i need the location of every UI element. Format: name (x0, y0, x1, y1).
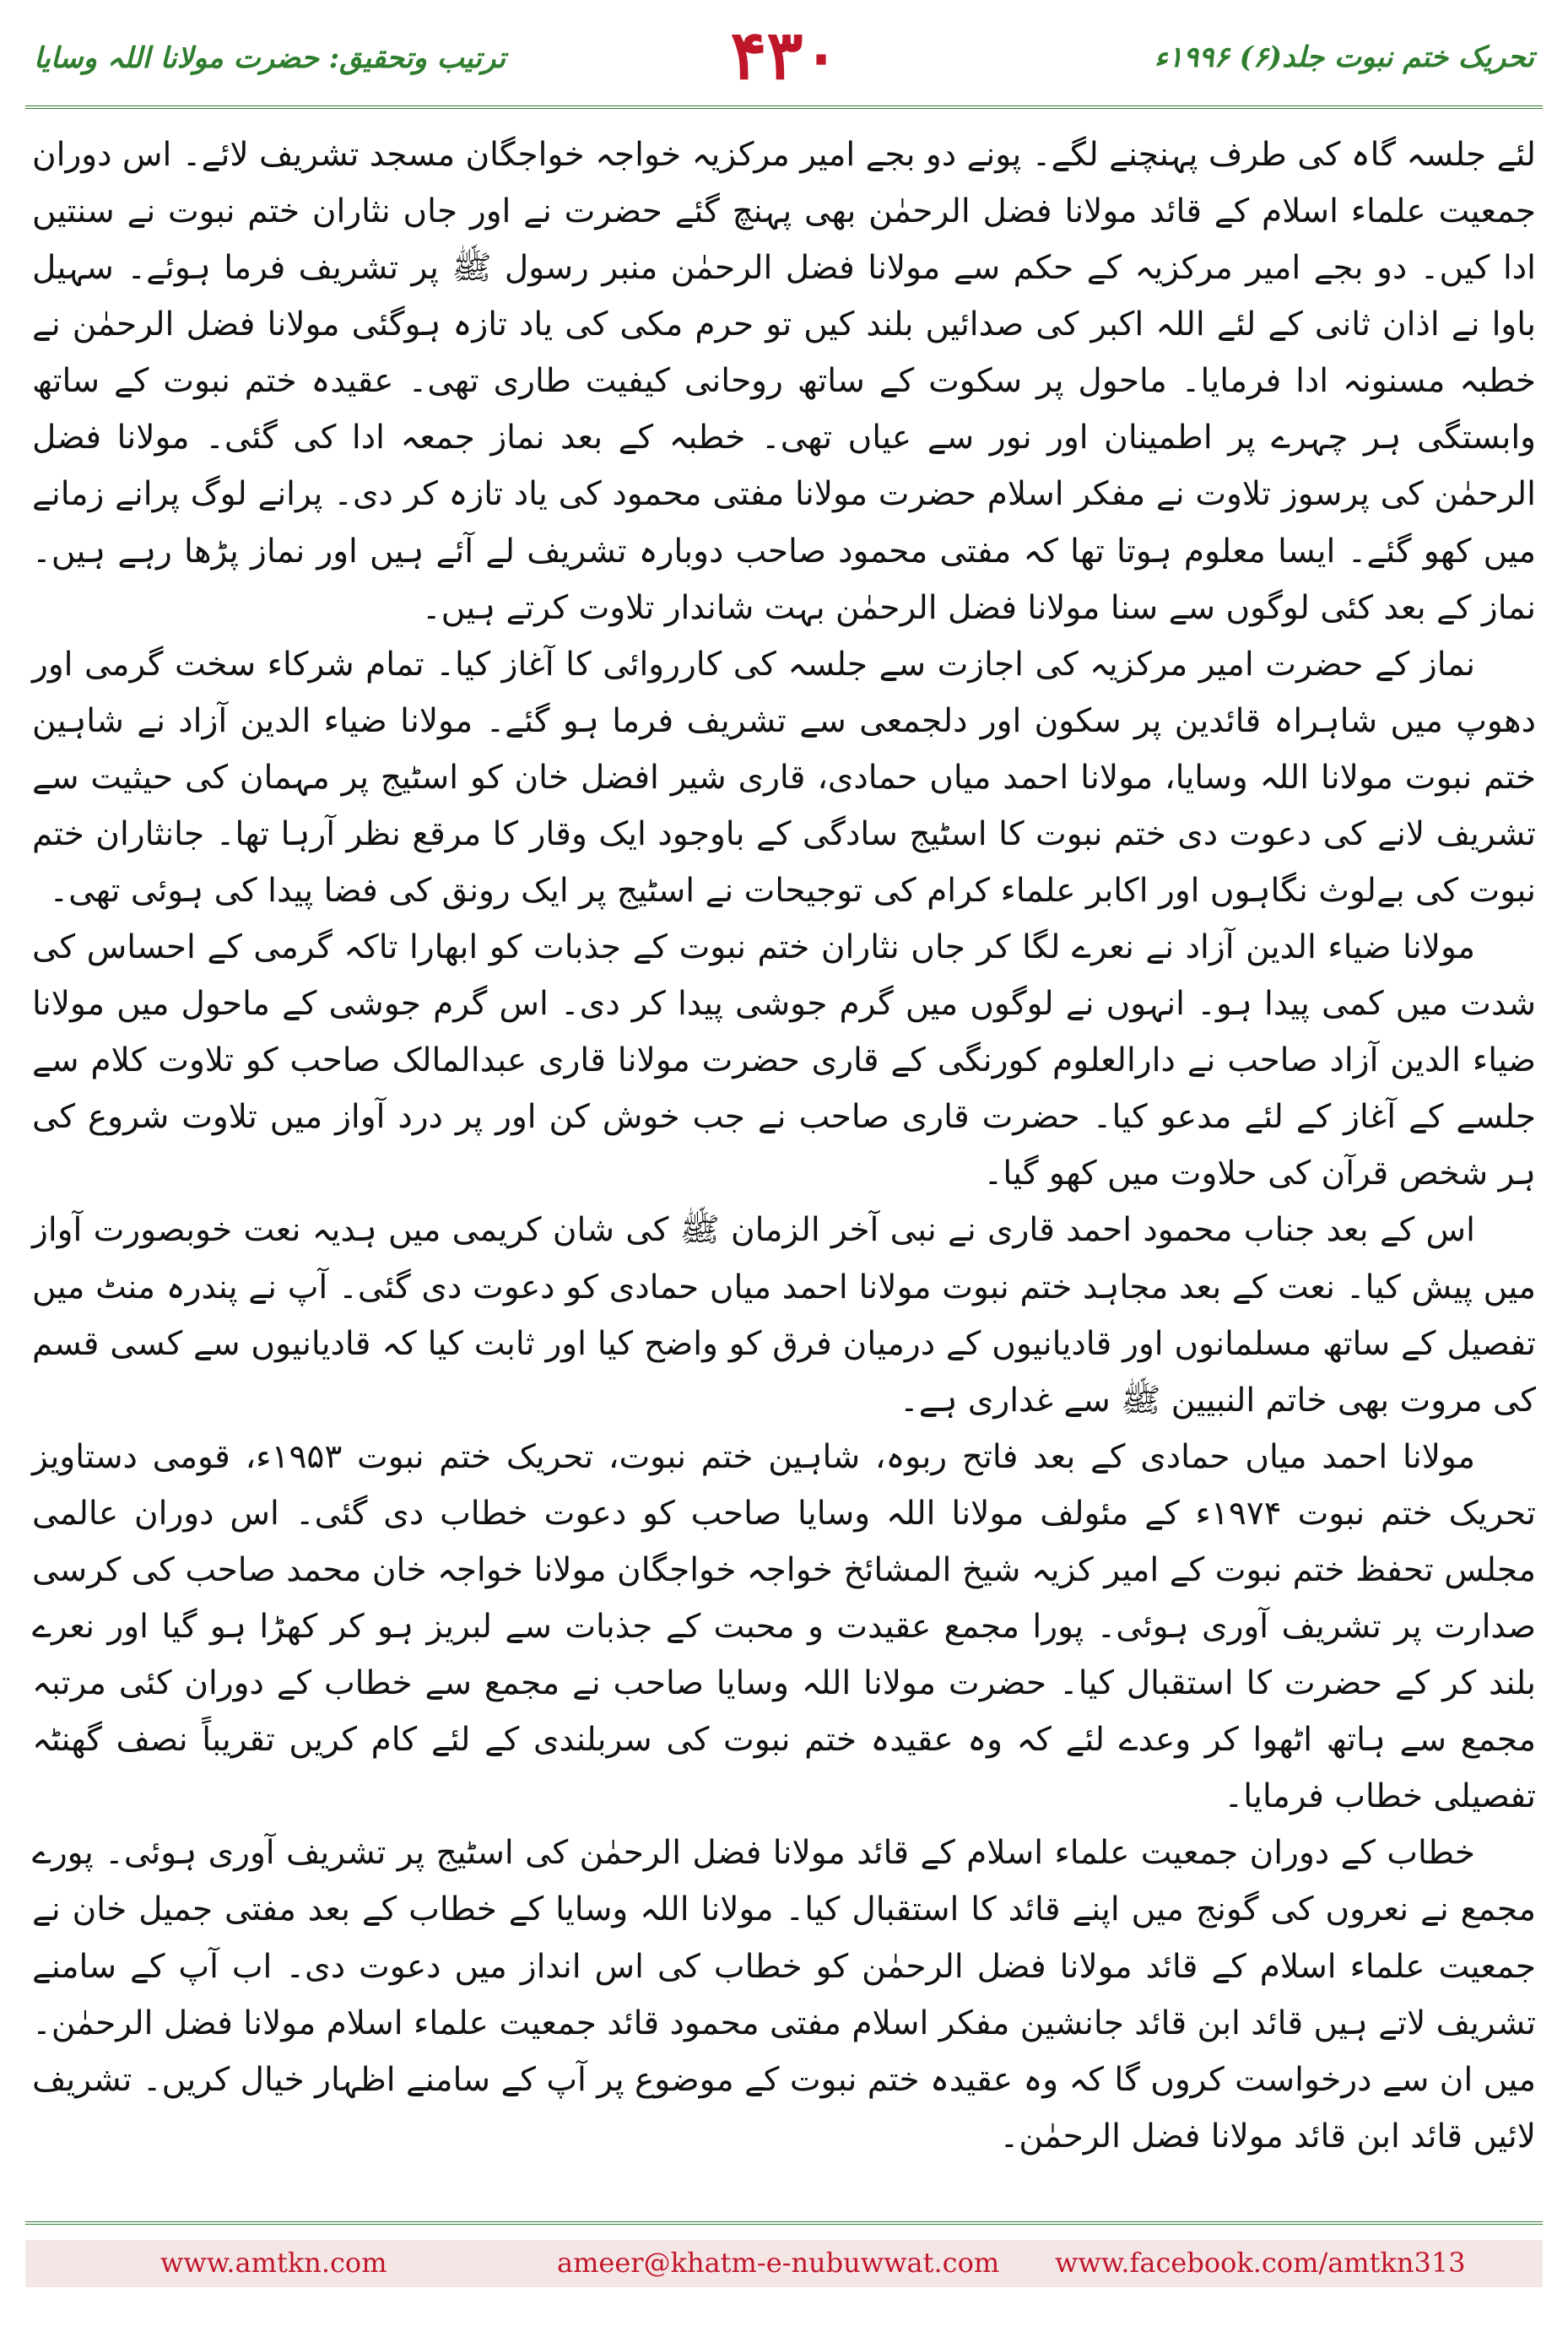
page-header (0, 0, 1568, 127)
article-body (32, 127, 1536, 2207)
paragraph-1: لئے جلسہ گاہ کی طرف پہنچنے لگے۔ پونے دو بجے امیر مرکزیہ خواجہ خواجگان مسجد تشریف لائے۔ اس دوران جمعیت علماء اسلام کے قائد مولانا فضل الرحمٰن بھی پہنچ گئے حضرت نے اور جاں نثاران ختم نبوت نے سنتیں ادا کیں۔ دو بجے امیر مرکزیہ کے حکم سے مولانا فضل الرحمٰن منبر رسول ﷺ پر تشریف فرما ہوئے۔ سہیل باوا نے اذان ثانی کے لئے اللہ اکبر کی صدائیں بلند کیں تو حرم مکی کی یاد تازہ ہوگئی مولانا فضل الرحمٰن نے خطبہ مسنونہ ادا فرمایا۔ ماحول پر سکوت کے ساتھ روحانی کیفیت طاری تھی۔ عقیدہ ختم نبوت کے ساتھ وابستگی ہر چہرے پر اطمینان اور نور سے عیاں تھی۔ خطبہ کے بعد نماز جمعہ ادا کی گئی۔ مولانا فضل الرحمٰن کی پرسوز تلاوت نے مفکر اسلام حضرت مولانا مفتی محمود کی یاد تازہ کر دی۔ پرانے لوگ پرانے زمانے میں کھو گئے۔ ایسا معلوم ہوتا تھا کہ مفتی محمود صاحب دوبارہ تشریف لے آئے ہیں اور نماز پڑھا رہے ہیں۔ نماز کے بعد کئی لوگوں سے سنا مولانا فضل الرحمٰن بہت شاندار تلاوت کرتے ہیں۔ (32, 136, 1536, 627)
paragraph-3: مولانا ضیاء الدین آزاد نے نعرے لگا کر جاں نثاران ختم نبوت کے جذبات کو ابھارا تاکہ گرمی کے احساس کی شدت میں کمی پیدا ہو۔ انہوں نے لوگوں میں گرم جوشی پیدا کر دی۔ اس گرم جوشی کے ماحول میں مولانا ضیاء الدین آزاد صاحب نے دارالعلوم کورنگی کے قاری حضرت مولانا قاری عبدالمالک صاحب کو تلاوت کلام سے جلسے کے آغاز کے لئے مدعو کیا۔ حضرت قاری صاحب نے جب خوش کن اور پر درد آواز میں تلاوت شروع کی ہر شخص قرآن کی حلاوت میں کھو گیا۔ (32, 928, 1536, 1193)
footer-divider (25, 2221, 1543, 2225)
paragraph-5: مولانا احمد میاں حمادی کے بعد فاتح ربوہ، شاہین ختم نبوت، تحریک ختم نبوت ۱۹۵۳ء، قومی دستاویز تحریک ختم نبوت ۱۹۷۴ء کے مئولف مولانا اللہ وسایا صاحب کو دعوت خطاب دی گئی۔ اس دوران عالمی مجلس تحفظ ختم نبوت کے امیر کزیہ شیخ المشائخ خواجہ خواجگان مولانا خواجہ خان محمد صاحب کی کرسی صدارت پر تشریف آوری ہوئی۔ پورا مجمع عقیدت و محبت کے جذبات سے لبریز ہو کر کھڑا ہو گیا اور نعرے بلند کر کے حضرت کا استقبال کیا۔ حضرت مولانا اللہ وسایا صاحب نے مجمع سے خطاب کے دوران کئی مرتبہ مجمع سے ہاتھ اٹھوا کر وعدے لئے کہ وہ عقیدہ ختم نبوت کی سربلندی کے لئے کام کریں تقریباً نصف گھنٹہ تفصیلی خطاب فرمایا۔ (32, 1437, 1536, 1816)
paragraph-6: خطاب کے دوران جمعیت علماء اسلام کے قائد مولانا فضل الرحمٰن کی اسٹیج پر تشریف آوری ہوئی۔ پورے مجمع نے نعروں کی گونج میں اپنے قائد کا استقبال کیا۔ مولانا اللہ وسایا کے خطاب کے بعد مفتی جمیل خان نے جمعیت علماء اسلام کے قائد مولانا فضل الرحمٰن کو خطاب کی اس انداز میں دعوت دی۔ اب آپ کے سامنے تشریف لاتے ہیں قائد ابن قائد جانشین مفکر اسلام مفتی محمود قائد جمعیت علماء اسلام مولانا فضل الرحمٰن۔ میں ان سے درخواست کروں گا کہ وہ عقیدہ ختم نبوت کے موضوع پر آپ کے سامنے اظہار خیال کریں۔ تشریف لائیں قائد ابن قائد مولانا فضل الرحمٰن۔ (32, 1834, 1536, 2155)
website-link[interactable]: www.amtkn.com (160, 2247, 387, 2279)
header-divider (25, 105, 1543, 109)
book-title: تحریک ختم نبوت جلد(۶) ۱۹۹۶ء (1154, 41, 1534, 74)
email-link[interactable]: ameer@khatm-e-nubuwwat.com (557, 2247, 1000, 2279)
compiler-credit: ترتیب وتحقیق: حضرت مولانا اللہ وسایا (34, 41, 506, 75)
page-number: ۴۳۰ (730, 15, 840, 95)
paragraph-4: اس کے بعد جناب محمود احمد قاری نے نبی آخر الزمان ﷺ کی شان کریمی میں ہدیہ نعت خوبصورت آواز میں پیش کیا۔ نعت کے بعد مجاہد ختم نبوت مولانا احمد میاں حمادی کو دعوت دی گئی۔ آپ نے پندرہ منٹ میں تفصیل کے ساتھ مسلمانوں اور قادیانیوں کے درمیان فرق کو واضح کیا اور ثابت کیا کہ قادیانیوں سے کسی قسم کی مروت بھی خاتم النبیین ﷺ سے غداری ہے۔ (32, 1211, 1536, 1420)
facebook-link[interactable]: www.facebook.com/amtkn313 (1055, 2247, 1466, 2279)
paragraph-2: نماز کے حضرت امیر مرکزیہ کی اجازت سے جلسہ کی کارروائی کا آغاز کیا۔ تمام شرکاء سخت گرمی اور دھوپ میں شاہراہ قائدین پر سکون اور دلجمعی سے تشریف فرما ہو گئے۔ مولانا ضیاء الدین آزاد نے شاہین ختم نبوت مولانا اللہ وسایا، مولانا احمد میاں حمادی، قاری شیر افضل خان کو اسٹیج پر مہمان کی حیثیت سے تشریف لانے کی دعوت دی ختم نبوت کا اسٹیج سادگی کے باوجود ایک وقار کا مرقع نظر آرہا تھا۔ جانثاران ختم نبوت کی بےلوث نگاہوں اور اکابر علماء کرام کی توجیحات نے اسٹیج پر ایک رونق کی فضا پیدا کی ہوئی تھی۔ (32, 645, 1536, 911)
page-footer (0, 2221, 1568, 2342)
